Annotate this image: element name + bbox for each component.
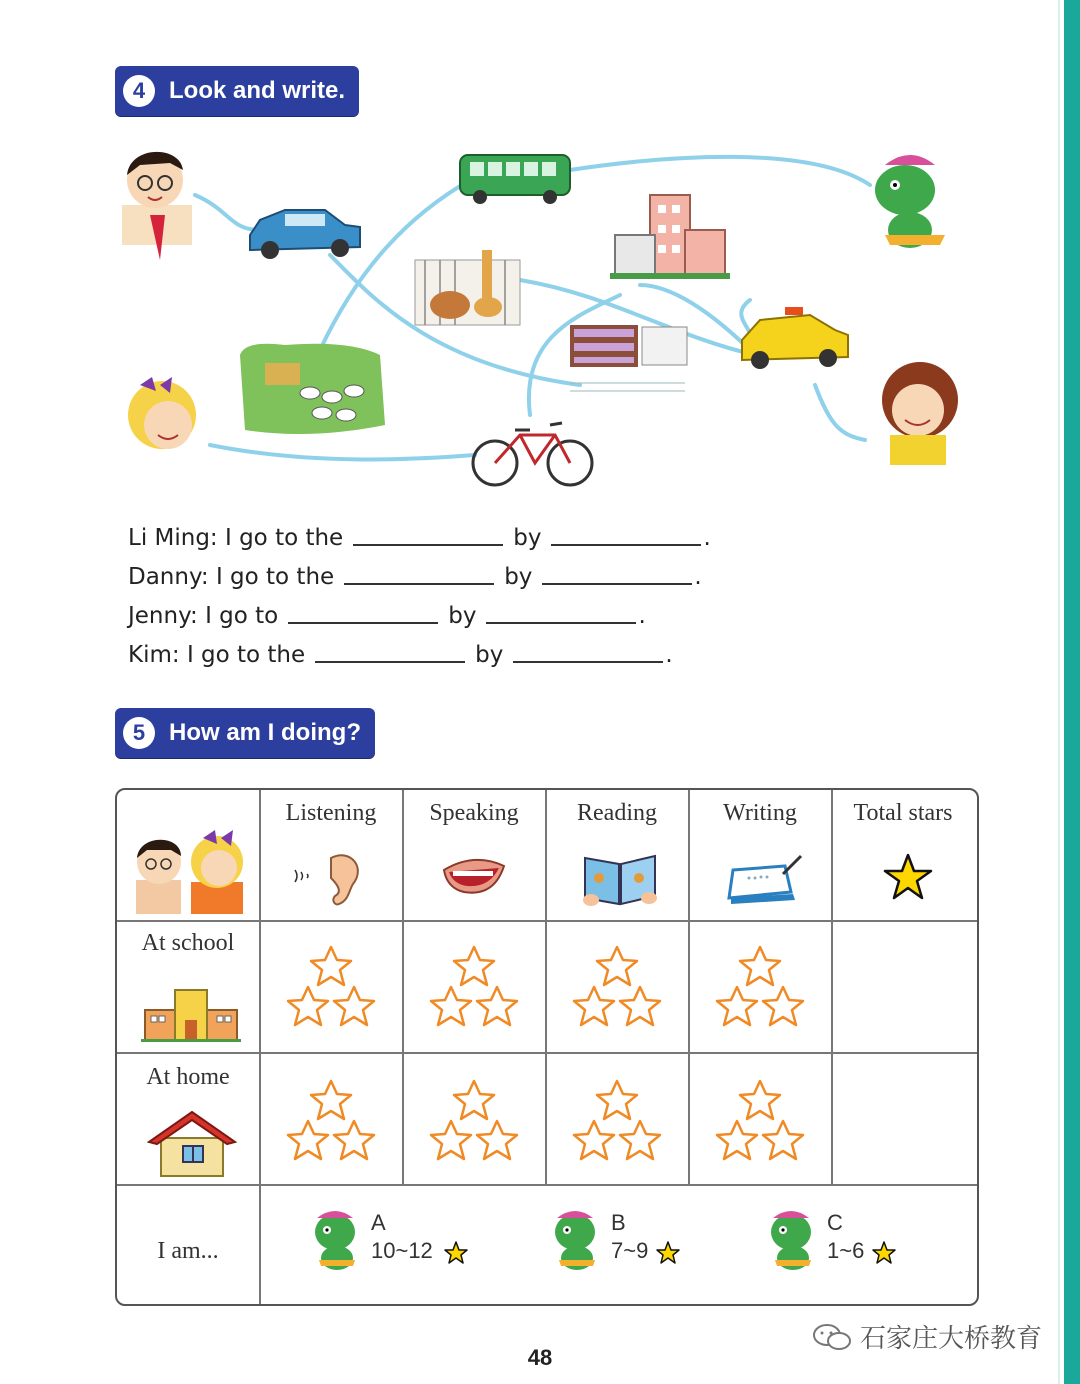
star-cluster-home-writing	[717, 1081, 803, 1159]
section-5-number: 5	[123, 717, 155, 749]
sentence-by: by	[504, 564, 533, 590]
sentence-end: .	[694, 564, 702, 590]
section-4-title: Look and write.	[169, 77, 346, 104]
page-number: 48	[527, 1345, 553, 1370]
col-header-speaking: Speaking	[429, 800, 519, 826]
answer-blank-place[interactable]	[315, 660, 465, 663]
house-icon	[147, 1108, 237, 1178]
answer-blank-transport[interactable]	[486, 621, 636, 624]
rating-star[interactable]	[574, 987, 614, 1025]
rating-star[interactable]	[620, 1121, 660, 1159]
jenny-portrait	[128, 377, 196, 449]
ear-icon	[291, 848, 371, 908]
car-drawing	[250, 210, 360, 259]
row-header-at-home: At home	[146, 1064, 230, 1090]
rating-letter: B	[611, 1210, 626, 1235]
rating-range: 1~6	[827, 1238, 865, 1263]
kim-dinosaur-portrait	[875, 155, 945, 248]
answer-blank-place[interactable]	[288, 621, 438, 624]
sentence-jenny	[128, 590, 828, 629]
sentence-end: .	[665, 642, 673, 668]
page-edge-bar	[1064, 0, 1080, 1384]
rating-option-c[interactable]	[763, 1208, 913, 1268]
li-ming-portrait	[122, 152, 192, 260]
sentence-li-ming	[128, 512, 828, 551]
dinosaur-icon	[547, 1208, 603, 1270]
answer-blank-transport[interactable]	[551, 543, 701, 546]
rating-star[interactable]	[597, 1081, 637, 1119]
star-cluster-home-speaking	[431, 1081, 517, 1159]
rating-star[interactable]	[288, 987, 328, 1025]
bus-drawing	[460, 155, 570, 204]
library-drawing	[570, 325, 687, 391]
rating-star[interactable]	[454, 1081, 494, 1119]
star-cluster-home-reading	[574, 1081, 660, 1159]
sentence-lead: Li Ming: I go to the	[128, 525, 344, 551]
rating-option-b[interactable]	[547, 1208, 697, 1268]
sentence-lead: Kim: I go to the	[128, 642, 306, 668]
rating-range: 7~9	[611, 1238, 649, 1263]
star-cluster-home-listening	[288, 1081, 374, 1159]
sentence-lead: Danny: I go to the	[128, 564, 335, 590]
total-stars-school-cell[interactable]	[833, 922, 975, 1052]
sentence-by: by	[513, 525, 542, 551]
small-star-icon	[655, 1240, 681, 1266]
taxi-drawing	[742, 307, 848, 369]
rating-star[interactable]	[334, 987, 374, 1025]
row-header-at-school: At school	[141, 930, 235, 956]
notebook-pencil-icon	[725, 852, 805, 906]
col-header-writing: Writing	[723, 800, 797, 826]
answer-blank-transport[interactable]	[513, 660, 663, 663]
rating-star[interactable]	[431, 987, 471, 1025]
dinosaur-icon	[307, 1208, 363, 1270]
sentence-end: .	[638, 603, 646, 629]
self-assessment-table	[115, 788, 979, 1306]
sentence-by: by	[448, 603, 477, 629]
fill-in-sentences	[128, 512, 828, 668]
small-star-icon	[443, 1240, 469, 1266]
sentence-lead: Jenny: I go to	[128, 603, 279, 629]
col-header-reading: Reading	[577, 800, 657, 826]
sentence-end: .	[703, 525, 711, 551]
school-building-drawing	[610, 195, 730, 279]
rating-star[interactable]	[431, 1121, 471, 1159]
farm-drawing	[240, 344, 385, 434]
open-book-icon	[581, 848, 659, 908]
rating-star[interactable]	[477, 1121, 517, 1159]
dinosaur-icon	[763, 1208, 819, 1270]
kids-icon	[131, 820, 247, 914]
rating-star[interactable]	[717, 1121, 757, 1159]
danny-portrait	[882, 362, 958, 465]
star-cluster-school-reading	[574, 947, 660, 1025]
row-header-i-am: I am...	[157, 1238, 219, 1264]
col-header-listening: Listening	[285, 800, 377, 826]
bicycle-drawing	[473, 423, 592, 485]
section-4-banner	[115, 66, 359, 116]
rating-star[interactable]	[311, 947, 351, 985]
rating-star[interactable]	[740, 1081, 780, 1119]
rating-option-a[interactable]	[307, 1208, 477, 1268]
watermark-text: 石家庄大桥教育	[859, 1324, 1042, 1354]
section-5-title: How am I doing?	[169, 719, 361, 746]
rating-star[interactable]	[454, 947, 494, 985]
page-edge-line	[1058, 0, 1060, 1384]
rating-letter: C	[827, 1210, 843, 1235]
small-star-icon	[871, 1240, 897, 1266]
answer-blank-place[interactable]	[353, 543, 503, 546]
rating-star[interactable]	[717, 987, 757, 1025]
school-icon	[141, 984, 241, 1042]
zoo-drawing	[415, 250, 520, 325]
rating-star[interactable]	[334, 1121, 374, 1159]
star-cluster-school-listening	[288, 947, 374, 1025]
rating-star[interactable]	[620, 987, 660, 1025]
star-cluster-school-writing	[717, 947, 803, 1025]
rating-star[interactable]	[763, 1121, 803, 1159]
rating-star[interactable]	[574, 1121, 614, 1159]
rating-star[interactable]	[311, 1081, 351, 1119]
rating-range: 10~12	[371, 1238, 433, 1263]
rating-letter: A	[371, 1210, 386, 1235]
rating-star[interactable]	[477, 987, 517, 1025]
section-5-banner	[115, 708, 375, 758]
answer-blank-place[interactable]	[344, 582, 494, 585]
answer-blank-transport[interactable]	[542, 582, 692, 585]
star-cluster-school-speaking	[431, 947, 517, 1025]
total-star-icon	[881, 852, 935, 902]
total-stars-home-cell[interactable]	[833, 1054, 975, 1184]
mouth-icon	[439, 852, 509, 902]
rating-star[interactable]	[597, 947, 637, 985]
rating-star[interactable]	[288, 1121, 328, 1159]
transport-map-illustration	[110, 135, 970, 495]
rating-stars-grid	[260, 921, 832, 1184]
rating-star[interactable]	[763, 987, 803, 1025]
sentence-by: by	[475, 642, 504, 668]
rating-star[interactable]	[740, 947, 780, 985]
sentence-danny	[128, 551, 828, 590]
col-header-total-stars: Total stars	[853, 800, 953, 826]
section-4-number: 4	[123, 75, 155, 107]
sentence-kim	[128, 629, 828, 668]
